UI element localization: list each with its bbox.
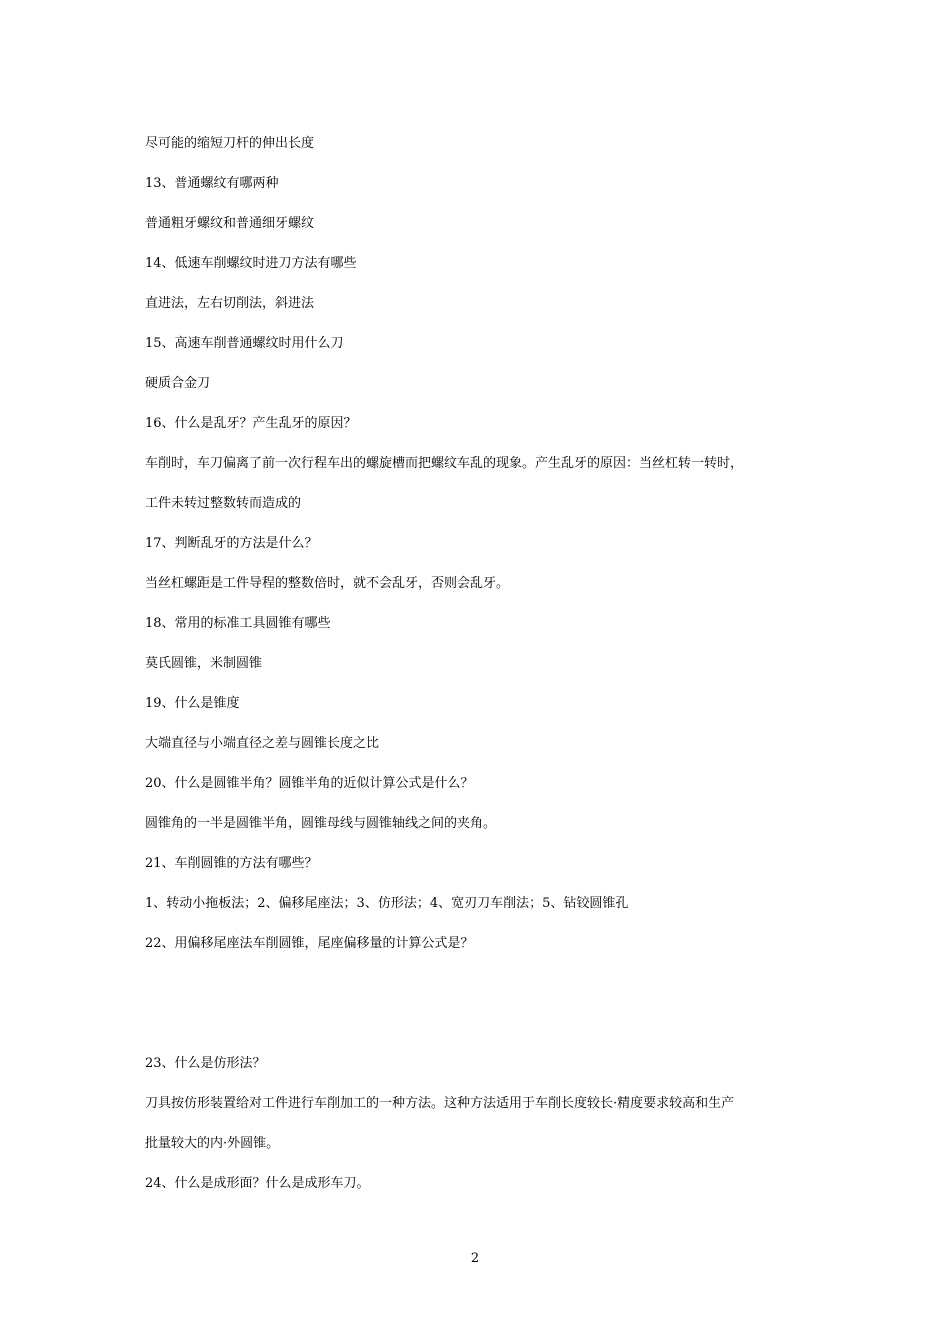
question-16: 16、什么是乱牙？产生乱牙的原因？ [145,416,357,431]
question-22: 22、用偏移尾座法车削圆锥，尾座偏移量的计算公式是？ [145,936,474,951]
question-14: 14、低速车削螺纹时进刀方法有哪些 [145,256,357,271]
question-18: 18、常用的标准工具圆锥有哪些 [145,616,331,631]
answer-text: 当丝杠螺距是工件导程的整数倍时，就不会乱牙，否则会乱牙。 [145,576,510,591]
answer-text: 1、转动小拖板法；2、偏移尾座法；3、仿形法；4、宽刃刀车削法；5、钻铰圆锥孔 [145,896,629,911]
page-number: 2 [470,1251,480,1266]
answer-text: 工件未转过整数转而造成的 [145,496,302,511]
question-23: 23、什么是仿形法？ [145,1056,266,1071]
answer-text: 直进法，左右切削法，斜进法 [145,296,315,311]
answer-text: 普通粗牙螺纹和普通细牙螺纹 [145,216,315,231]
answer-text: 批量较大的内·外圆锥。 [145,1136,280,1151]
answer-text: 车削时，车刀偏离了前一次行程车出的螺旋槽而把螺纹车乱的现象。产生乱牙的原因：当丝杠转一转时， [145,456,744,471]
answer-text: 莫氏圆锥，米制圆锥 [145,656,263,671]
answer-text: 尽可能的缩短刀杆的伸出长度 [145,136,315,151]
question-15: 15、高速车削普通螺纹时用什么刀 [145,336,344,351]
question-24: 24、什么是成形面？什么是成形车刀。 [145,1176,370,1191]
question-20: 20、什么是圆锥半角？圆锥半角的近似计算公式是什么？ [145,776,474,791]
answer-text: 硬质合金刀 [145,376,211,391]
answer-text: 刀具按仿形装置给对工件进行车削加工的一种方法。这种方法适用于车削长度较长·精度要求较高和生产 [145,1096,735,1111]
question-13: 13、普通螺纹有哪两种 [145,176,279,191]
answer-text: 大端直径与小端直径之差与圆锥长度之比 [145,736,380,751]
answer-text: 圆锥角的一半是圆锥半角，圆锥母线与圆锥轴线之间的夹角。 [145,816,497,831]
question-21: 21、车削圆锥的方法有哪些？ [145,856,318,871]
question-17: 17、判断乱牙的方法是什么？ [145,536,318,551]
question-19: 19、什么是锥度 [145,696,240,711]
